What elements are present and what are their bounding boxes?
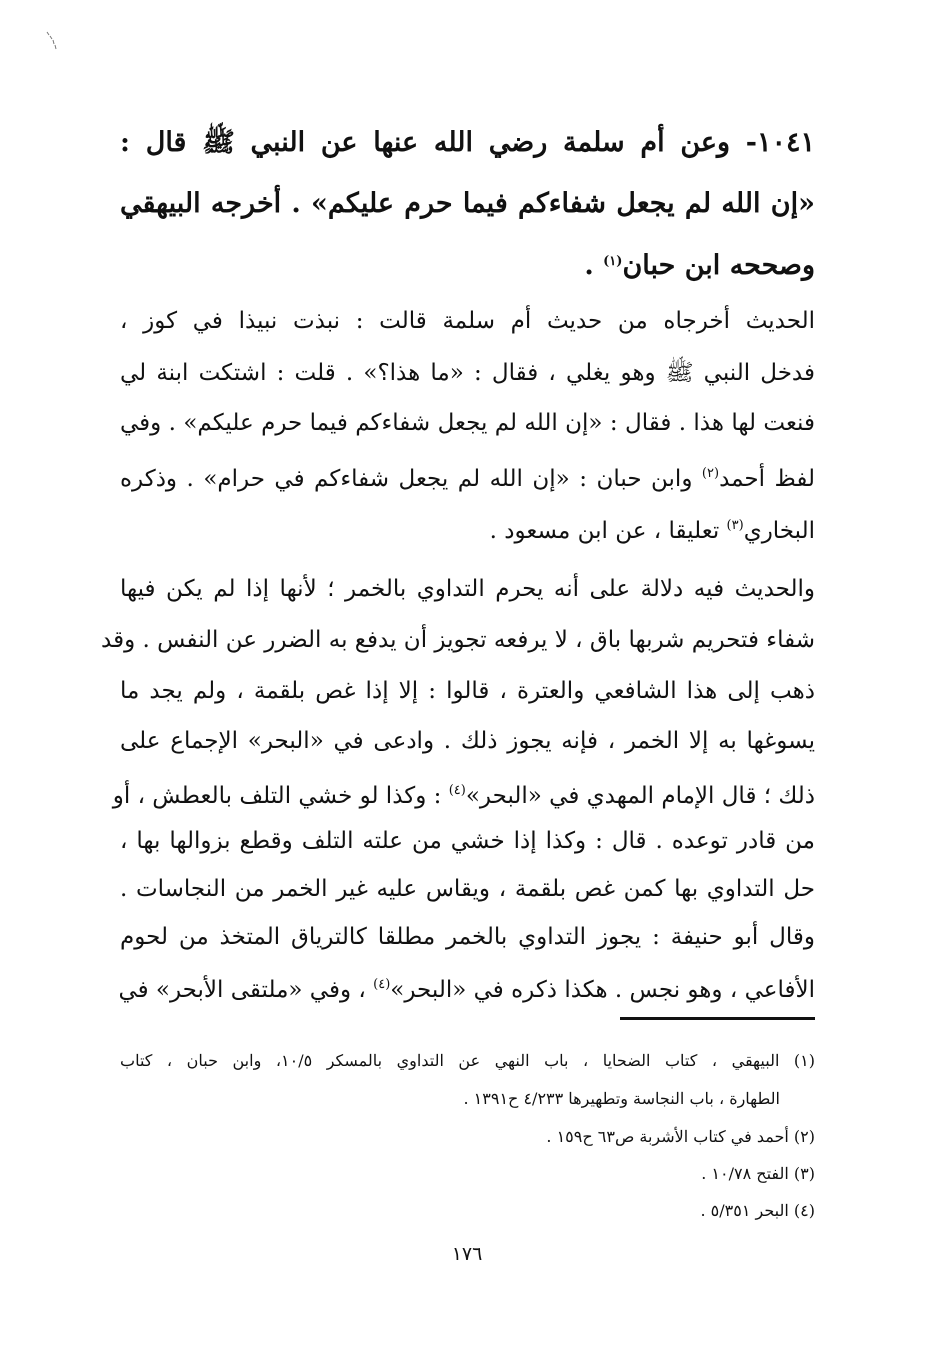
body-text: تعليقا ، عن ابن مسعود . (489, 518, 727, 544)
body-line: ذهب إلى هذا الشافعي والعترة ، قالوا : إلا إذا غص بلقمة ، ولم يجد ما (120, 678, 815, 704)
footnote-2: (٢) أحمد في كتاب الأشربة ص٦٣ ح١٥٩ . (546, 1127, 815, 1146)
body-text: البخاري (743, 518, 815, 544)
footnote-ref: (٤) (448, 783, 466, 798)
footnote-3: (٣) الفتح ١٠/٧٨ . (701, 1164, 815, 1183)
body-line: فدخل النبي ﷺ وهو يغلي ، فقال : «ما هذا؟» . قلت : اشتكت ابنة لي (120, 360, 815, 386)
body-line: يسوغها به إلا الخمر ، فإنه يجوز ذلك . وادعى في «البحر» الإجماع على (120, 728, 815, 754)
body-line: والحديث فيه دلالة على أنه يحرم التداوي بالخمر ؛ لأنها إذا لم يكن فيها (120, 576, 815, 602)
body-text: ، وفي «ملتقى الأبحر» في (118, 977, 374, 1003)
body-text: : وكذا لو خشي التلف بالعطش ، أو (112, 783, 449, 809)
body-line (120, 962, 815, 1013)
hadith-end: . (584, 250, 604, 281)
footnote-1-cont: الطهارة ، باب النجاسة وتطهيرها ٤/٢٣٣ ح١٣٩١ . (463, 1089, 780, 1108)
footnote-ref: (٣) (726, 518, 744, 533)
body-line: حل التداوي بها كمن غص بلقمة ، ويقاس عليه غير الخمر من النجاسات . (120, 876, 815, 902)
body-line (120, 503, 815, 554)
hadith-line: ١٠٤١- وعن أم سلمة رضي الله عنها عن النبي ﷺ قال : (120, 127, 815, 158)
footnote-ref: (٤) (373, 977, 391, 992)
body-text: وابن حبان : «إن الله لم يجعل شفاءكم في حرام» . وذكره (120, 466, 702, 492)
body-text: الأفاعي ، وهو نجس . هكذا ذكره في «البحر» (390, 977, 815, 1003)
scan-speck (44, 30, 60, 52)
footnote-1: (١) البيهقي ، كتاب الضحايا ، باب النهي عن التداوي بالمسكر ١٠/٥، وابن حبان ، كتاب (120, 1051, 816, 1070)
hadith-text: وصححه ابن حبان (622, 250, 815, 281)
hadith-line (120, 237, 815, 291)
body-text: لفظ أحمد (719, 466, 815, 492)
footnote-ref: (١) (603, 254, 623, 269)
body-text: ذلك ؛ قال الإمام المهدي في «البحر» (465, 783, 815, 809)
body-line (112, 768, 815, 819)
body-line: فنعت لها هذا . فقال : «إن الله لم يجعل شفاءكم فيما حرم عليكم» . وفي (120, 410, 815, 436)
body-line: شفاء فتحريم شربها باق ، لا يرفعه تجويز أن يدفع به الضرر عن النفس . وقد (101, 627, 815, 653)
body-line: الحديث أخرجاه من حديث أم سلمة قالت : نبذت نبيذا في كوز ، (120, 308, 815, 334)
footnote-separator (620, 1017, 815, 1020)
body-line: وقال أبو حنيفة : يجوز التداوي بالخمر مطلقا كالترياق المتخذ من لحوم (120, 924, 815, 950)
body-line (120, 451, 815, 502)
footnote-ref: (٢) (701, 466, 720, 481)
body-line: من قادر توعده . قال : وكذا إذا خشي من علته التلف وقطع بزوالها بها ، (120, 828, 815, 854)
page-number: ١٧٦ (451, 1243, 483, 1265)
hadith-line: «إن الله لم يجعل شفاءكم فيما حرم عليكم» . أخرجه البيهقي (120, 188, 815, 219)
footnote-4: (٤) البحر ٥/٣٥١ . (700, 1201, 815, 1220)
